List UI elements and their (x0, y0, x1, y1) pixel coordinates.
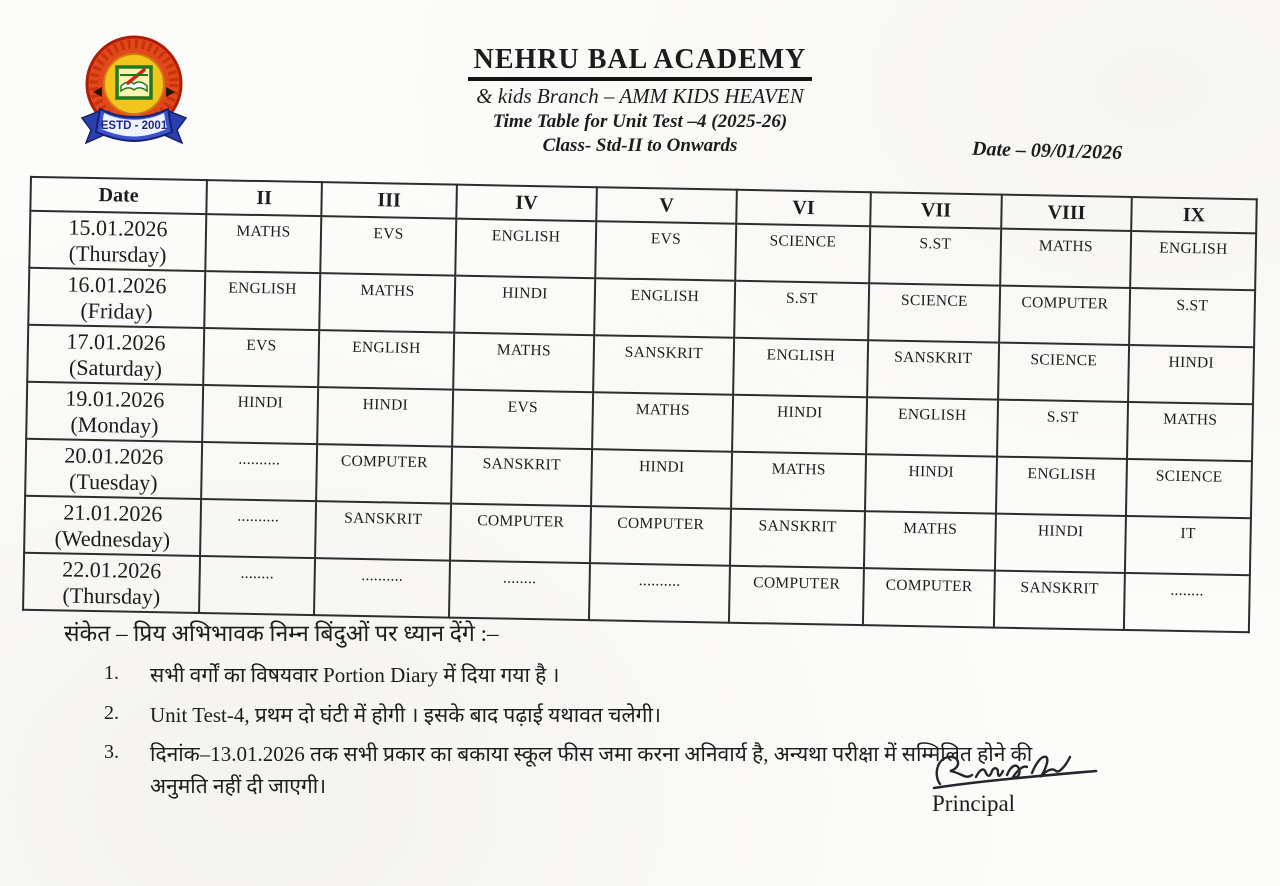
exam-date-cell: 17.01.2026 (Saturday) (27, 325, 204, 385)
subject-cell: SANSKRIT (315, 501, 451, 560)
subject-cell: EVS (595, 221, 736, 281)
subject-cell: MATHS (1127, 402, 1253, 461)
subject-cell: S.ST (997, 400, 1128, 459)
subject-cell: COMPUTER (590, 506, 731, 566)
school-name: NEHRU BAL ACADEMY (468, 44, 813, 81)
subject-cell: MATHS (205, 214, 321, 273)
subject-cell: ........ (1124, 573, 1250, 632)
subject-cell: SANSKRIT (994, 571, 1125, 630)
subject-cell: EVS (203, 328, 319, 387)
subject-cell: HINDI (202, 385, 318, 444)
subject-cell: SCIENCE (1126, 459, 1252, 518)
subject-cell: SCIENCE (998, 343, 1129, 402)
subject-cell: SANSKRIT (593, 335, 734, 395)
subject-cell: ENGLISH (1130, 231, 1256, 290)
subject-cell: ........ (199, 556, 315, 615)
subject-cell: SCIENCE (868, 283, 1000, 342)
class-range-line: Class- Std-II to Onwards (542, 135, 738, 156)
date-column-header: Date (30, 177, 207, 214)
subject-cell: COMPUTER (729, 566, 864, 625)
estd-text: ESTD - 2001 (100, 120, 168, 132)
class-column-header: II (206, 180, 322, 216)
subject-cell: .......... (200, 499, 316, 558)
class-column-header: VII (870, 192, 1002, 228)
subject-cell: S.ST (734, 281, 869, 340)
subject-cell: .......... (314, 558, 450, 617)
school-logo-emblem (76, 34, 196, 154)
subject-cell: ENGLISH (204, 271, 320, 330)
subject-cell: ENGLISH (318, 330, 454, 389)
principal-label: Principal (932, 791, 1016, 816)
subject-cell: ENGLISH (996, 457, 1127, 516)
exam-date-cell: 21.01.2026 (Wednesday) (24, 496, 201, 556)
class-column-header: III (321, 182, 457, 218)
timetable-container (22, 176, 1256, 633)
branch-line: & kids Branch – AMM KIDS HEAVEN (476, 84, 804, 108)
subject-cell: HINDI (865, 454, 997, 513)
subject-cell: IT (1125, 516, 1251, 575)
note-number: 3. (104, 741, 119, 763)
subject-cell: MATHS (864, 511, 996, 570)
class-column-header: V (596, 187, 737, 224)
subject-cell: S.ST (1129, 288, 1255, 347)
subject-cell: MATHS (453, 333, 594, 393)
subject-cell: HINDI (1128, 345, 1254, 404)
subject-cell: MATHS (592, 392, 733, 452)
subject-cell: COMPUTER (316, 444, 452, 503)
exam-date-cell: 22.01.2026 (Thursday) (23, 553, 200, 613)
note-item (104, 700, 1114, 732)
subject-cell: COMPUTER (999, 286, 1130, 345)
class-column-header: VI (736, 190, 871, 226)
subject-cell: EVS (452, 390, 593, 450)
subject-cell: .......... (589, 563, 730, 623)
subject-cell: ENGLISH (594, 278, 735, 338)
class-column-header: VIII (1001, 195, 1132, 231)
subject-cell: SCIENCE (735, 224, 870, 283)
exam-date-cell: 15.01.2026 (Thursday) (29, 211, 206, 271)
exam-date-cell: 19.01.2026 (Monday) (26, 382, 203, 442)
subject-cell: EVS (320, 216, 456, 275)
subject-cell: ENGLISH (866, 397, 998, 456)
subject-cell: HINDI (591, 449, 732, 509)
subject-cell: HINDI (732, 395, 867, 454)
subject-cell: MATHS (1000, 229, 1131, 288)
document-header (240, 44, 1040, 157)
issue-date: Date – 09/01/2026 (971, 137, 1123, 164)
notes-heading: संकेत – प्रिय अभिभावक निम्न बिंदुओं पर ध्यान देंगे :– (64, 621, 499, 646)
note-item (104, 660, 1114, 692)
note-text: Unit Test-4, प्रथम दो घंटी में होगी । इसके बाद पढ़ाई यथावत चलेगी। (150, 702, 661, 727)
class-column-header: IV (456, 185, 597, 222)
note-text: सभी वर्गों का विषयवार Portion Diary में दिया गया है । (150, 663, 560, 687)
timetable (22, 176, 1258, 633)
subject-cell: SANSKRIT (730, 509, 865, 568)
note-number: 1. (104, 662, 119, 684)
note-text: दिनांक–13.01.2026 तक सभी प्रकार का बकाया स्कूल फीस जमा करना अनिवार्य है, अन्यथा परीक्षा में सम्मिलित होने की अनुमति नहीं दी जाएगी। (150, 742, 1033, 798)
signature-block (924, 748, 1124, 817)
exam-date-cell: 16.01.2026 (Friday) (28, 268, 205, 328)
note-number: 2. (104, 701, 119, 724)
subject-cell: ENGLISH (733, 338, 868, 397)
subject-cell: ENGLISH (455, 219, 596, 279)
timetable-title: Time Table for Unit Test –4 (2025-26) (492, 111, 788, 132)
subject-cell: COMPUTER (450, 504, 591, 564)
subject-cell: HINDI (317, 387, 453, 446)
subject-cell: HINDI (454, 276, 595, 336)
subject-cell: ........ (449, 561, 590, 621)
subject-cell: COMPUTER (863, 568, 995, 627)
open-book-icon (117, 67, 151, 98)
subject-cell: .......... (201, 442, 317, 501)
subject-cell: SANSKRIT (867, 340, 999, 399)
school-logo (76, 34, 196, 154)
subject-cell: SANSKRIT (451, 447, 592, 507)
exam-date-cell: 20.01.2026 (Tuesday) (25, 439, 202, 499)
subject-cell: MATHS (731, 452, 866, 511)
subject-cell: S.ST (869, 226, 1001, 285)
class-column-header: IX (1131, 197, 1257, 233)
subject-cell: HINDI (995, 514, 1126, 573)
principal-signature-icon (924, 748, 1104, 794)
subject-cell: MATHS (319, 273, 455, 332)
